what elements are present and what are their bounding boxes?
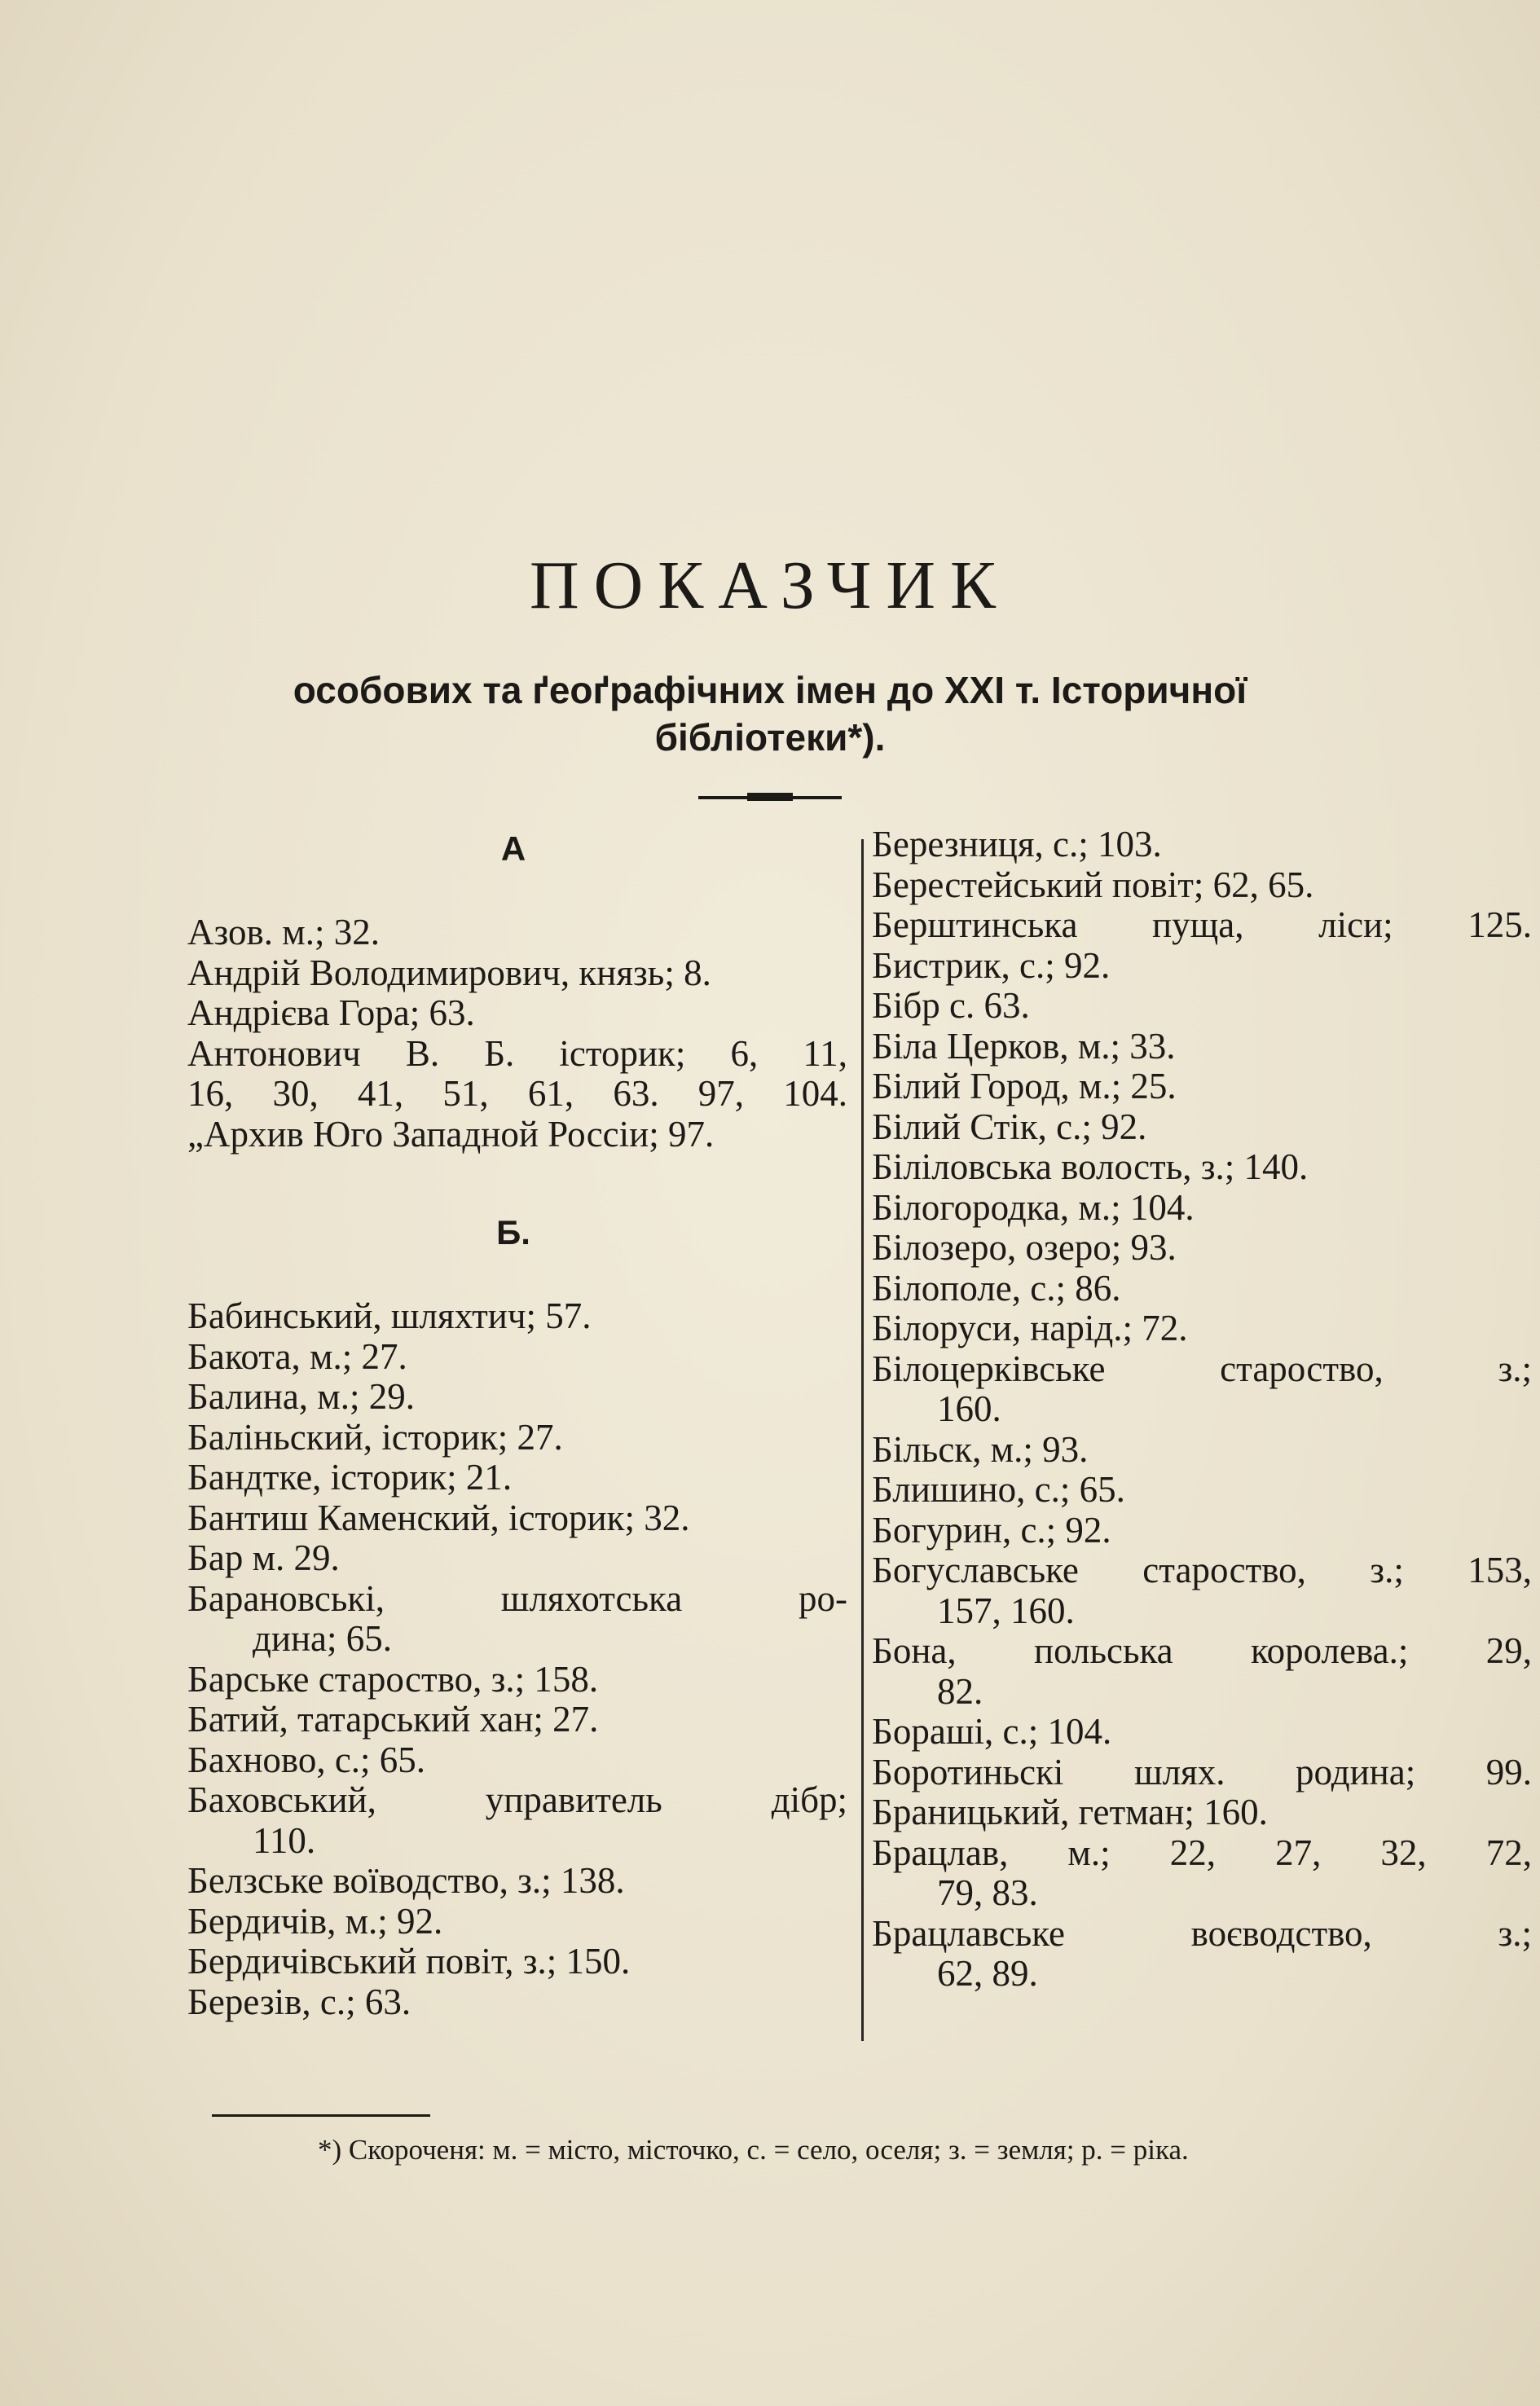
index-entry: Білогородка, м.; 104.	[872, 1186, 1195, 1228]
index-entry: Біліловська волость, з.; 140.	[872, 1146, 1309, 1187]
index-title: ПОКАЗЧИК	[529, 548, 1011, 623]
index-entry: Андрій Володимирович, князь; 8.	[187, 952, 711, 993]
index-entry-continuation-text: 79, 83.	[937, 1872, 1038, 1913]
index-entry: Березів, с.; 63.	[187, 1981, 411, 2022]
index-entry: Більск, м.; 93.	[872, 1428, 1089, 1470]
index-entry: Барське староство, з.; 158.	[187, 1658, 599, 1700]
footnote: *) Скороченя: м. = місто, місточко, с. = село, оселя; з. = земля; р. = ріка.	[318, 2134, 1189, 2166]
index-entry-continuation	[872, 1389, 1532, 1430]
index-entry: Баховський, управитель дібр;	[187, 1779, 847, 1820]
index-entry: Бабинський, шляхтич; 57.	[187, 1295, 592, 1336]
index-entry: Бистрик, с.; 92.	[872, 944, 1111, 986]
index-entry: Белзське воїводство, з.; 138.	[187, 1860, 625, 1901]
index-entry: Бар м. 29.	[187, 1537, 340, 1578]
index-entry: Білий Стік, с.; 92.	[872, 1106, 1147, 1147]
index-entry: Боротиньскі шлях. родина; 99.	[872, 1751, 1532, 1792]
index-entry: Бона, польська королева.; 29,	[872, 1630, 1532, 1671]
index-entry-continuation	[187, 1821, 847, 1862]
index-subtitle	[244, 666, 1296, 761]
index-entry-continuation	[872, 1873, 1532, 1914]
index-entry: Богурин, с.; 92.	[872, 1509, 1111, 1550]
index-entry: Азов. м.; 32.	[187, 912, 380, 952]
index-entry: Барановські, шляхотська ро-	[187, 1577, 847, 1619]
index-entry: Берштинська пуща, ліси; 125.	[872, 904, 1532, 945]
index-entry: Баліньский, історик; 27.	[187, 1416, 563, 1458]
index-entry-continuation-text: дина; 65.	[253, 1618, 393, 1659]
index-entry: 16, 30, 41, 51, 61, 63. 97, 104.	[187, 1073, 847, 1114]
index-entry-continuation-text: 160.	[937, 1388, 1001, 1429]
section-letter-b: Б.	[496, 1213, 530, 1251]
section-letter-a: А	[500, 829, 526, 868]
index-entry: Березниця, с.; 103.	[872, 824, 1162, 864]
index-entry: Бахново, с.; 65.	[187, 1739, 426, 1780]
footnote-rule	[212, 2114, 430, 2117]
index-entry: Бораші, с.; 104.	[872, 1711, 1112, 1752]
index-entry: Бердичів, м.; 92.	[187, 1900, 443, 1942]
index-entry: „Архив Юго Западной Россіи; 97.	[187, 1113, 715, 1155]
index-entry-continuation-text: 62, 89.	[937, 1953, 1038, 1994]
index-entry-continuation	[872, 1672, 1532, 1713]
index-entry-continuation-text: 157, 160.	[937, 1590, 1075, 1631]
index-entry: Білополе, с.; 86.	[872, 1267, 1121, 1309]
index-entry-continuation	[872, 1591, 1532, 1632]
index-entry: Блишино, с.; 65.	[872, 1469, 1125, 1510]
index-entry-continuation	[872, 1954, 1532, 1995]
index-entry: Бердичівський повіт, з.; 150.	[187, 1941, 631, 1982]
index-entry-continuation-text: 110.	[253, 1819, 316, 1861]
right-column	[872, 825, 1532, 1995]
index-entry: Білозеро, озеро; 93.	[872, 1227, 1177, 1268]
index-entry: Білий Город, м.; 25.	[872, 1066, 1177, 1106]
index-entry: Андрієва Гора; 63.	[187, 992, 475, 1033]
index-entry: Білоруси, нарід.; 72.	[872, 1308, 1188, 1348]
left-column	[187, 823, 847, 2022]
title-rule-center	[747, 793, 793, 801]
subtitle-line-2: бібліотеки*).	[654, 716, 886, 759]
index-entry: Брацлавське воєводство, з.;	[872, 1912, 1532, 1954]
index-entry: Брацлав, м.; 22, 27, 32, 72,	[872, 1832, 1532, 1873]
index-entry: Богуславське староство, з.; 153,	[872, 1550, 1532, 1590]
column-divider	[861, 839, 864, 2041]
index-entry: Бантиш Каменский, історик; 32.	[187, 1497, 690, 1538]
index-entry: Бакота, м.; 27.	[187, 1335, 407, 1377]
index-entry: Батий, татарський хан; 27.	[187, 1699, 599, 1740]
index-entry-continuation	[187, 1619, 847, 1660]
index-entry: Браницький, гетман; 160.	[872, 1792, 1268, 1832]
index-entry-continuation-text: 82.	[937, 1670, 983, 1712]
index-entry: Балина, м.; 29.	[187, 1376, 416, 1417]
index-entry: Антонович В. Б. історик; 6, 11,	[187, 1032, 847, 1074]
subtitle-line-1: особових та ґеоґрафічних імен до XXI т. Історичної	[293, 669, 1247, 711]
index-entry: Берестейський повіт; 62, 65.	[872, 864, 1314, 905]
index-entry: Біла Церков, м.; 33.	[872, 1025, 1176, 1067]
index-entry: Білоцерківське староство, з.;	[872, 1348, 1532, 1389]
index-entry: Бандтке, історик; 21.	[187, 1457, 513, 1498]
index-entry: Бібр с. 63.	[872, 985, 1030, 1026]
